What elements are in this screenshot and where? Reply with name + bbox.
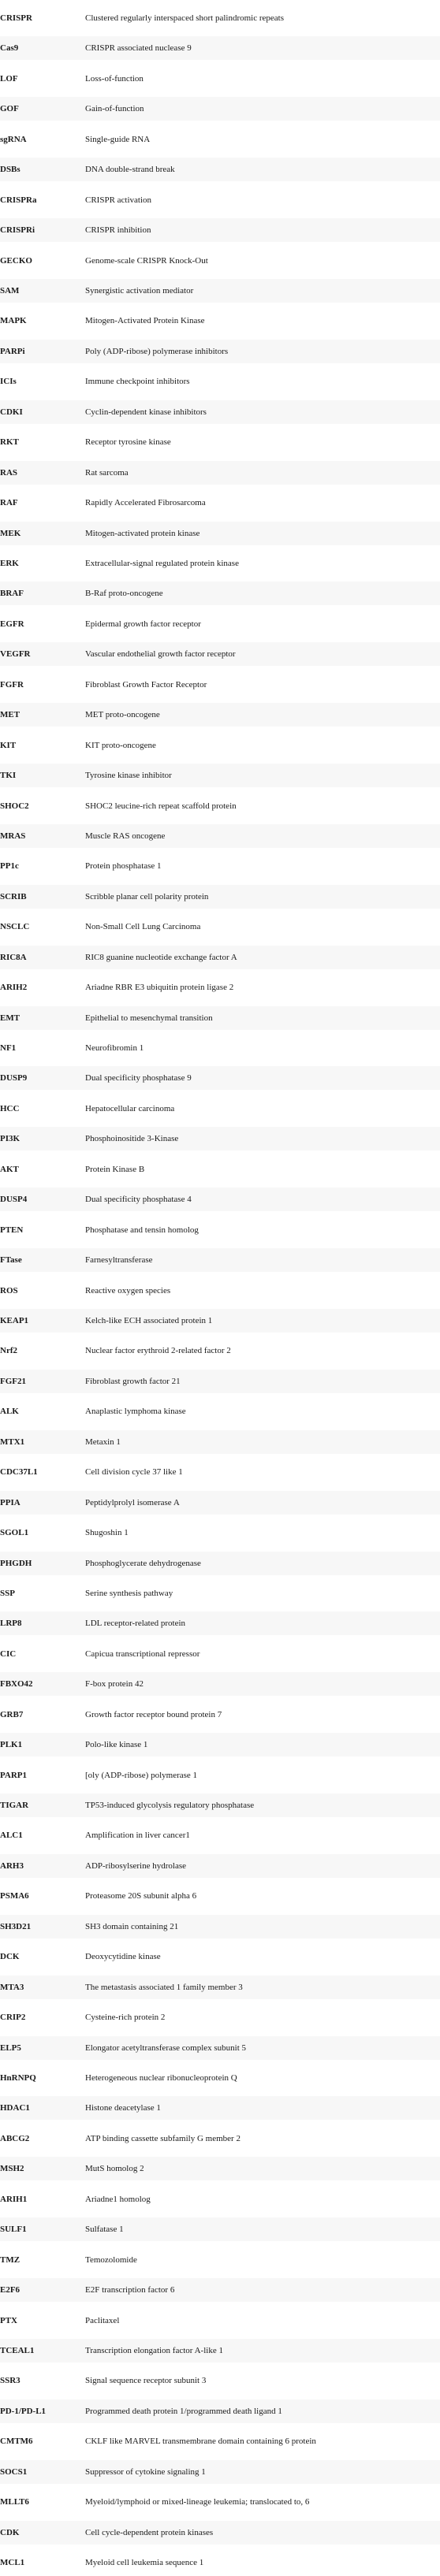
abbreviation-definition: CRISPR activation [85, 195, 152, 205]
abbreviation-definition: Metaxin 1 [85, 1437, 121, 1447]
abbreviation-definition: Deoxycytidine kinase [85, 1952, 161, 1962]
abbreviation-definition: DNA double-strand break [85, 165, 175, 175]
abbreviation-definition: Shugoshin 1 [85, 1528, 129, 1537]
abbreviation-term: FTase [0, 1255, 22, 1266]
table-row [0, 522, 440, 545]
abbreviation-definition: Tyrosine kinase inhibitor [85, 771, 172, 780]
abbreviation-term: ERK [0, 558, 19, 568]
abbreviation-term: PP1c [0, 861, 19, 872]
abbreviation-term: PPIA [0, 1497, 21, 1507]
table-row [0, 1976, 440, 1999]
abbreviation-term: TKI [0, 771, 17, 780]
abbreviation-definition: Sulfatase 1 [85, 2225, 124, 2235]
abbreviation-term: FGFR [0, 679, 24, 690]
table-row [0, 1854, 440, 1878]
abbreviation-definition: Cyclin-dependent kinase inhibitors [85, 407, 207, 417]
abbreviation-term: ELP5 [0, 2043, 21, 2053]
abbreviation-term: FBXO42 [0, 1679, 33, 1689]
abbreviation-definition: Polo-like kinase 1 [85, 1740, 148, 1750]
abbreviation-term: EMT [0, 1013, 21, 1023]
abbreviation-term: SSP [0, 1588, 15, 1598]
abbreviation-definition: Rapidly Accelerated Fibrosarcoma [85, 498, 206, 507]
abbreviation-term: GECKO [0, 255, 32, 266]
abbreviation-term: RAF [0, 498, 18, 507]
abbreviation-term: SCRIB [0, 891, 27, 901]
abbreviation-definition: Scribble planar cell polarity protein [85, 891, 209, 901]
abbreviation-definition: KIT proto-oncogene [85, 740, 156, 750]
abbreviation-term: ROS [0, 1285, 18, 1295]
abbreviation-definition: [oly (ADP-ribose) polymerase 1 [85, 1770, 198, 1780]
abbreviation-definition: Phosphoinositide 3-Kinase [85, 1134, 179, 1144]
abbreviation-term: CDKI [0, 407, 23, 417]
abbreviation-definition: Cysteine-rich protein 2 [85, 2013, 166, 2023]
abbreviation-definition: LDL receptor-related protein [85, 1619, 186, 1629]
abbreviation-definition: Phosphoglycerate dehydrogenase [85, 1558, 201, 1568]
table-row [0, 461, 440, 485]
abbreviation-term: MTX1 [0, 1437, 25, 1447]
table-row [0, 1582, 440, 1605]
table-row [0, 1036, 440, 1060]
table-row [0, 6, 440, 30]
table-row [0, 885, 440, 909]
table-row [0, 249, 440, 273]
abbreviation-term: BRAF [0, 589, 24, 599]
abbreviation-definition: Growth factor receptor bound protein 7 [85, 1709, 222, 1719]
table-row [0, 673, 440, 697]
abbreviation-definition: MET proto-oncogene [85, 710, 160, 720]
abbreviation-term: NSCLC [0, 922, 30, 932]
abbreviation-definition: Immune checkpoint inhibitors [85, 377, 190, 387]
abbreviation-definition: Cell division cycle 37 like 1 [85, 1467, 183, 1478]
abbreviation-definition: Genome-scale CRISPR Knock-Out [85, 255, 208, 266]
table-row [0, 854, 440, 878]
table-row [0, 1370, 440, 1393]
abbreviation-definition: Single-guide RNA [85, 134, 151, 144]
abbreviation-term: E2F6 [0, 2285, 21, 2295]
table-row [0, 1188, 440, 1211]
abbreviation-definition: Epidermal growth factor receptor [85, 619, 201, 629]
abbreviation-term: MET [0, 710, 21, 720]
abbreviation-term: SHOC2 [0, 801, 29, 811]
abbreviation-term: PTX [0, 2315, 17, 2325]
table-row [0, 370, 440, 393]
abbreviation-term: ARIH1 [0, 2194, 28, 2204]
table-row [0, 1703, 440, 1727]
abbreviation-definition: Fibroblast growth factor 21 [85, 1376, 181, 1386]
abbreviation-definition: Protein phosphatase 1 [85, 861, 162, 872]
table-row [0, 2551, 440, 2574]
abbreviation-definition: Nuclear factor erythroid 2-related factor 2 [85, 1346, 231, 1356]
table-row [0, 582, 440, 605]
abbreviation-term: DUSP4 [0, 1195, 28, 1205]
abbreviation-term: PTEN [0, 1225, 24, 1235]
abbreviation-definition: Mitogen-Activated Protein Kinase [85, 316, 205, 326]
abbreviation-term: CRISPR [0, 13, 32, 23]
abbreviation-definition: Neurofibromin 1 [85, 1043, 144, 1053]
abbreviation-definition: Synergistic activation mediator [85, 286, 194, 296]
table-row [0, 2248, 440, 2272]
abbreviation-term: HnRNPQ [0, 2073, 36, 2083]
abbreviation-term: MAPK [0, 316, 27, 326]
abbreviation-term: DUSP9 [0, 1073, 28, 1084]
table-row [0, 2369, 440, 2392]
table-row [0, 734, 440, 757]
abbreviation-term: VEGFR [0, 649, 31, 660]
abbreviation-definition: RIC8 guanine nucleotide exchange factor A [85, 952, 237, 962]
abbreviation-term: CDK [0, 2527, 20, 2537]
abbreviation-term: RKT [0, 437, 19, 448]
abbreviation-definition: Myeloid cell leukemia sequence 1 [85, 2558, 204, 2567]
abbreviation-term: GOF [0, 104, 19, 114]
table-row [0, 794, 440, 818]
abbreviation-term: RIC8A [0, 952, 27, 962]
table-row [0, 1642, 440, 1666]
table-row [0, 946, 440, 969]
abbreviation-definition: Ariadne1 homolog [85, 2194, 151, 2204]
abbreviation-definition: Transcription elongation factor A-like 1 [85, 2345, 223, 2355]
table-row [0, 36, 440, 60]
abbreviation-definition: Temozolomide [85, 2254, 137, 2265]
table-row [0, 1794, 440, 1817]
abbreviation-term: PARP1 [0, 1770, 28, 1780]
table-row [0, 2490, 440, 2514]
table-row [0, 1521, 440, 1544]
abbreviation-definition: ATP binding cassette subfamily G member 2 [85, 2133, 241, 2143]
abbreviation-term: ICIs [0, 377, 17, 387]
abbreviation-term: EGFR [0, 619, 24, 629]
table-row [0, 1552, 440, 1575]
abbreviation-definition: Programmed death protein 1/programmed death ligand 1 [85, 2406, 282, 2416]
abbreviation-definition: Myeloid/lymphoid or mixed-lineage leukemia; translocated to, 6 [85, 2497, 310, 2507]
table-row [0, 1764, 440, 1787]
table-row [0, 2127, 440, 2150]
abbreviation-term: MLLT6 [0, 2497, 29, 2507]
table-row [0, 430, 440, 454]
abbreviation-definition: Peptidylprolyl isomerase A [85, 1497, 180, 1507]
abbreviation-definition: Vascular endothelial growth factor receptor [85, 649, 236, 660]
abbreviation-definition: Muscle RAS oncogene [85, 831, 166, 841]
abbreviation-definition: B-Raf proto-oncogene [85, 589, 163, 599]
abbreviation-definition: Suppressor of cytokine signaling 1 [85, 2466, 206, 2477]
table-row [0, 188, 440, 212]
abbreviation-definition: Receptor tyrosine kinase [85, 437, 171, 448]
table-row [0, 2005, 440, 2029]
table-row [0, 1158, 440, 1181]
abbreviation-term: Nrf2 [0, 1346, 17, 1356]
table-row [0, 340, 440, 363]
table-row [0, 552, 440, 575]
table-row [0, 491, 440, 515]
table-row [0, 1339, 440, 1362]
abbreviation-term: sgRNA [0, 134, 27, 144]
abbreviation-term: AKT [0, 1164, 19, 1174]
table-row [0, 128, 440, 151]
abbreviation-definition: Capicua transcriptional repressor [85, 1649, 200, 1659]
table-row [0, 279, 440, 303]
table-row [0, 1915, 440, 1939]
abbreviation-definition: Dual specificity phosphatase 4 [85, 1195, 192, 1205]
abbreviation-term: PLK1 [0, 1740, 23, 1750]
table-row [0, 1218, 440, 1242]
table-row [0, 2157, 440, 2180]
abbreviation-term: PD-1/PD-L1 [0, 2406, 47, 2416]
abbreviation-definition: Histone deacetylase 1 [85, 2103, 161, 2113]
abbreviation-definition: Anaplastic lymphoma kinase [85, 1407, 186, 1417]
abbreviation-term: ABCG2 [0, 2133, 30, 2143]
abbreviation-term: LOF [0, 73, 18, 84]
abbreviation-term: MEK [0, 528, 21, 538]
table-row [0, 1733, 440, 1756]
abbreviation-term: CMTM6 [0, 2437, 33, 2447]
abbreviation-definition: Fibroblast Growth Factor Receptor [85, 679, 207, 690]
table-row [0, 2217, 440, 2241]
table-row [0, 764, 440, 787]
abbreviation-definition: Rat sarcoma [85, 467, 129, 478]
abbreviation-term: MTA3 [0, 1982, 24, 1992]
abbreviation-term: CRISPRi [0, 225, 35, 236]
abbreviation-term: CDC37L1 [0, 1467, 38, 1478]
table-row [0, 1066, 440, 1090]
table-row [0, 2429, 440, 2453]
abbreviation-definition: Heterogeneous nuclear ribonucleoprotein Q [85, 2073, 237, 2083]
abbreviation-term: ARIH2 [0, 983, 28, 993]
abbreviation-definition: Farnesyltransferase [85, 1255, 153, 1266]
table-row [0, 915, 440, 939]
abbreviation-definition: Amplification in liver cancer1 [85, 1831, 190, 1841]
table-row [0, 2399, 440, 2423]
abbreviation-term: TCEAL1 [0, 2345, 35, 2355]
abbreviation-term: GRB7 [0, 1709, 24, 1719]
abbreviation-term: HCC [0, 1103, 20, 1113]
abbreviation-definition: E2F transcription factor 6 [85, 2285, 175, 2295]
abbreviation-definition: Elongator acetyltransferase complex subunit 5 [85, 2043, 247, 2053]
table-row [0, 400, 440, 424]
abbreviation-term: TMZ [0, 2254, 21, 2265]
table-row [0, 2188, 440, 2211]
table-row [0, 2096, 440, 2120]
table-row [0, 2339, 440, 2362]
abbreviation-definition: Reactive oxygen species [85, 1285, 171, 1295]
abbreviation-term: ALK [0, 1407, 19, 1417]
abbreviation-definition: F-box protein 42 [85, 1679, 144, 1689]
abbreviation-term: PHGDH [0, 1558, 32, 1568]
table-row [0, 2036, 440, 2060]
abbreviation-term: CRISPRa [0, 195, 37, 205]
abbreviation-definition: Dual specificity phosphatase 9 [85, 1073, 192, 1084]
abbreviation-term: ARH3 [0, 1860, 24, 1871]
abbreviation-definition: Loss-of-function [85, 73, 144, 84]
abbreviation-definition: Non-Small Cell Lung Carcinoma [85, 922, 201, 932]
table-row [0, 1309, 440, 1333]
abbreviation-definition: SHOC2 leucine-rich repeat scaffold protein [85, 801, 237, 811]
abbreviation-term: KIT [0, 740, 17, 750]
abbreviation-term: NF1 [0, 1043, 17, 1053]
table-row [0, 642, 440, 666]
abbreviation-definition: Proteasome 20S subunit alpha 6 [85, 1891, 197, 1901]
table-row [0, 218, 440, 242]
table-row [0, 158, 440, 181]
table-row [0, 97, 440, 121]
abbreviation-term: PI3K [0, 1134, 21, 1144]
abbreviation-definition: MutS homolog 2 [85, 2164, 144, 2174]
table-row [0, 1945, 440, 1968]
abbreviation-term: SH3D21 [0, 1921, 32, 1931]
abbreviation-term: MRAS [0, 831, 26, 841]
abbreviation-definition: Serine synthesis pathway [85, 1588, 173, 1598]
abbreviation-definition: Clustered regularly interspaced short palindromic repeats [85, 13, 284, 23]
table-row [0, 1097, 440, 1121]
abbreviation-definition: Epithelial to mesenchymal transition [85, 1013, 213, 1023]
abbreviation-term: PARPi [0, 346, 25, 356]
table-row [0, 1672, 440, 1696]
abbreviation-definition: Hepatocellular carcinoma [85, 1103, 175, 1113]
abbreviation-definition: SH3 domain containing 21 [85, 1921, 179, 1931]
table-row [0, 1611, 440, 1635]
abbreviation-term: MSH2 [0, 2164, 24, 2174]
abbreviation-definition: CRISPR inhibition [85, 225, 151, 236]
abbreviation-term: SGOL1 [0, 1528, 29, 1537]
abbreviation-definition: Cell cycle-dependent protein kinases [85, 2527, 214, 2537]
table-row [0, 1823, 440, 1847]
abbreviation-term: ALC1 [0, 1831, 23, 1841]
abbreviation-definition: Mitogen-activated protein kinase [85, 528, 200, 538]
abbreviation-term: MCL1 [0, 2558, 25, 2567]
table-row [0, 309, 440, 333]
abbreviation-definition: Protein Kinase B [85, 1164, 145, 1174]
table-row [0, 1006, 440, 1030]
table-row [0, 612, 440, 636]
table-row [0, 2066, 440, 2090]
abbreviation-definition: Gain-of-function [85, 104, 144, 114]
abbreviation-term: DSBs [0, 165, 21, 175]
abbreviation-definition: Paclitaxel [85, 2315, 120, 2325]
table-row [0, 1460, 440, 1484]
abbreviation-term: TIGAR [0, 1801, 29, 1810]
abbreviation-definition: CKLF like MARVEL transmembrane domain containing 6 protein [85, 2437, 316, 2447]
table-row [0, 2278, 440, 2302]
abbreviation-definition: Poly (ADP-ribose) polymerase inhibitors [85, 346, 229, 356]
abbreviation-definition: ADP-ribosylserine hydrolase [85, 1860, 187, 1871]
table-row [0, 1491, 440, 1515]
table-row [0, 1884, 440, 1908]
table-row [0, 824, 440, 848]
abbreviation-term: SOCS1 [0, 2466, 28, 2477]
abbreviation-term: DCK [0, 1952, 20, 1962]
table-row [0, 1127, 440, 1150]
abbreviation-definition: Signal sequence receptor subunit 3 [85, 2376, 207, 2386]
abbreviation-definition: Extracellular-signal regulated protein kinase [85, 558, 239, 568]
abbreviation-term: SULF1 [0, 2225, 27, 2235]
table-row [0, 1400, 440, 1423]
abbreviation-term: Cas9 [0, 43, 19, 54]
abbreviation-definition: Kelch-like ECH associated protein 1 [85, 1315, 213, 1325]
abbreviation-term: KEAP1 [0, 1315, 29, 1325]
abbreviation-term: CRIP2 [0, 2013, 26, 2023]
abbreviation-term: CIC [0, 1649, 17, 1659]
table-row [0, 67, 440, 91]
abbreviation-definition: Phosphatase and tensin homolog [85, 1225, 199, 1235]
abbreviation-definition: TP53-induced glycolysis regulatory phosphatase [85, 1801, 255, 1810]
abbreviation-term: FGF21 [0, 1376, 26, 1386]
table-row [0, 976, 440, 999]
abbreviation-definition: The metastasis associated 1 family member 3 [85, 1982, 243, 1992]
abbreviation-definition: CRISPR associated nuclease 9 [85, 43, 192, 54]
table-row [0, 1430, 440, 1454]
table-row [0, 1279, 440, 1303]
table-row [0, 1248, 440, 1272]
table-row [0, 2521, 440, 2544]
table-row [0, 2460, 440, 2484]
abbreviation-term: PSMA6 [0, 1891, 29, 1901]
abbreviation-term: SSR3 [0, 2376, 21, 2386]
abbreviation-definition: Ariadne RBR E3 ubiquitin protein ligase 2 [85, 983, 234, 993]
abbreviation-term: LRP8 [0, 1619, 22, 1629]
table-row [0, 2309, 440, 2333]
abbreviation-term: RAS [0, 467, 18, 478]
abbreviation-term: SAM [0, 286, 20, 296]
abbreviation-term: HDAC1 [0, 2103, 30, 2113]
table-row [0, 703, 440, 727]
